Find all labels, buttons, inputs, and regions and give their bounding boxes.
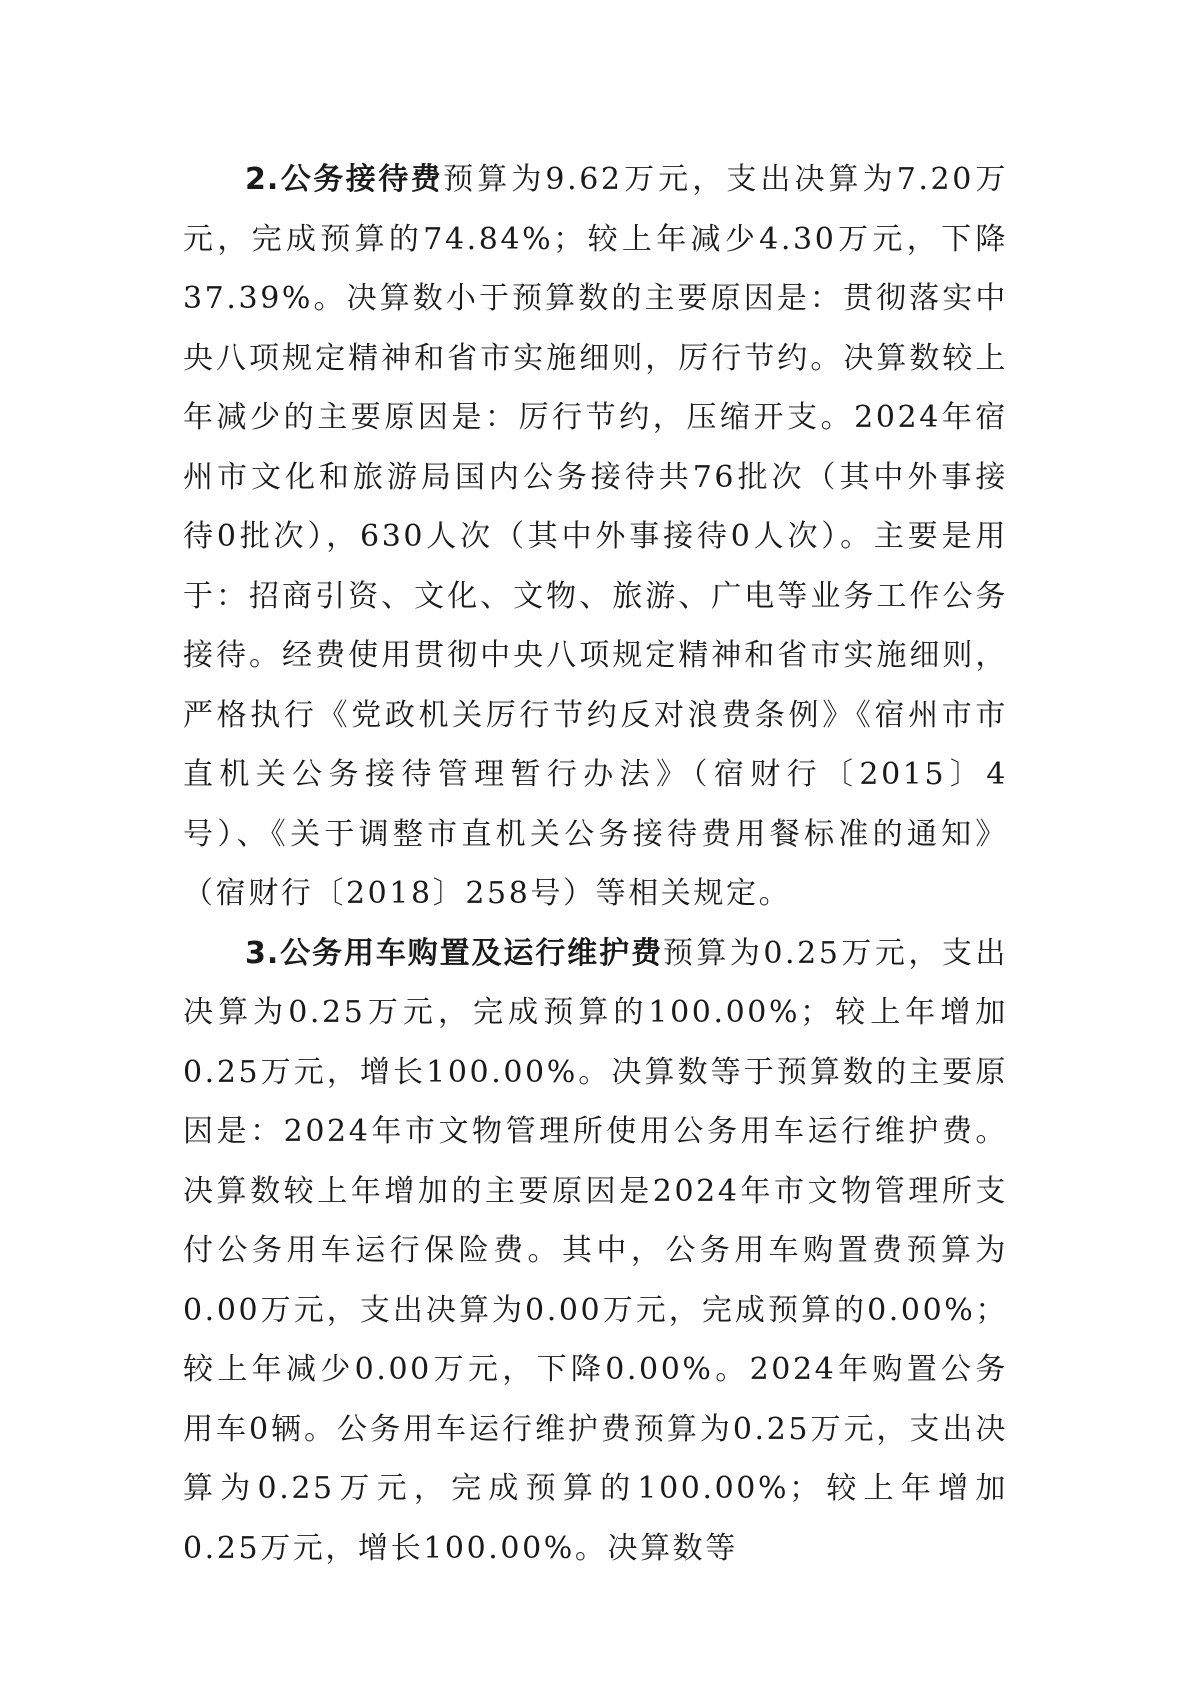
paragraph-text: 预算为9.62万元，支出决算为7.20万元，完成预算的74.84%；较上年减少4.30万元，下降37.39%。决算数小于预算数的主要原因是：贯彻落实中央八项规定精神和省市实施细则，厉行节约。决算数较上年减少的主要原因是：厉行节约，压缩开支。2024年宿州市文化和旅游局国内公务接待共76批次（其中外事接待0批次），630人次（其中外事接待0人次）。主要是用于：招商引资、文化、文物、旅游、广电等业务工作公务接待。经费使用贯彻中央八项规定精神和省市实施细则，严格执行《党政机关厉行节约反对浪费条例》《宿州市市直机关公务接待管理暂行办法》（宿财行〔2015〕4号）、《关于调整市直机关公务接待费用餐标准的通知》（宿财行〔2018〕258号）等相关规定。 [183, 162, 1008, 911]
paragraph-text: 预算为0.25万元，支出决算为0.25万元，完成预算的100.00%；较上年增加0.25万元，增长100.00%。决算数等于预算数的主要原因是：2024年市文物管理所使用公务用车运行维护费。决算数较上年增加的主要原因是2024年市文物管理所支付公务用车运行保险费。其中，公务用车购置费预算为0.00万元，支出决算为0.00万元，完成预算的0.00%；较上年减少0.00万元，下降0.00%。2024年购置公务用车0辆。公务用车运行维护费预算为0.25万元，支出决算为0.25万元，完成预算的100.00%；较上年增加0.25万元，增长100.00%。决算数等 [183, 935, 1008, 1566]
paragraph-vehicle-expenses [183, 924, 1008, 1579]
document-body [183, 150, 1008, 1578]
paragraph-heading: 2.公务接待费 [245, 162, 444, 197]
paragraph-reception-expenses [183, 150, 1008, 924]
paragraph-heading: 3.公务用车购置及运行维护费 [245, 935, 663, 971]
